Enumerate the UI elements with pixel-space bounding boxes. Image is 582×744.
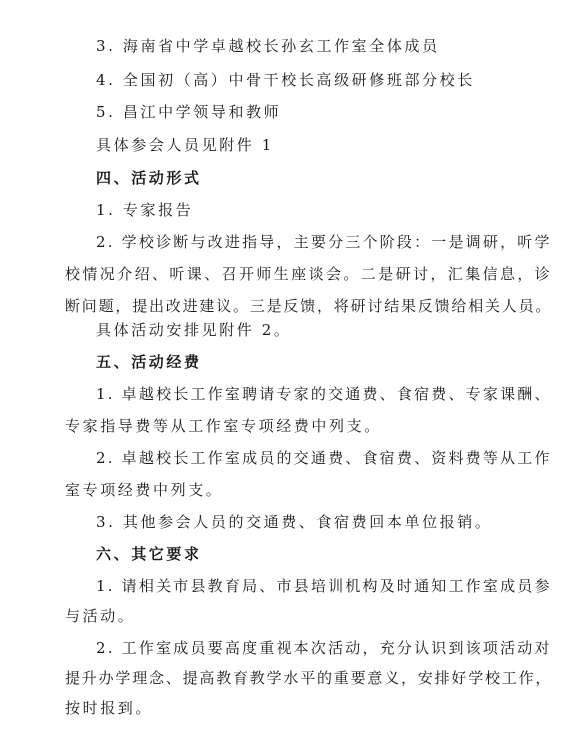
funding-item-2-line-2: 室专项经费中列支。 bbox=[65, 481, 224, 499]
format-item-2-line-2: 校情况介绍、听课、召开师生座谈会。二是研讨，汇集信息，诊 bbox=[65, 265, 553, 283]
section-heading-activity-format: 四、活动形式 bbox=[96, 169, 202, 187]
participant-item-5: 5. 昌江中学领导和教师 bbox=[96, 103, 282, 121]
participant-item-4: 4. 全国初（高）中骨干校长高级研修班部分校长 bbox=[96, 71, 475, 89]
funding-item-1-line-2: 专家指导费等从工作室专项经费中列支。 bbox=[65, 417, 382, 435]
requirement-item-1-line-2: 与活动。 bbox=[65, 607, 136, 625]
section-heading-other-requirements: 六、其它要求 bbox=[96, 545, 202, 563]
format-item-1: 1. 专家报告 bbox=[96, 201, 194, 219]
format-attachment-note: 具体活动安排见附件 2。 bbox=[96, 321, 292, 339]
funding-item-1-line-1: 1. 卓越校长工作室聘请专家的交通费、食宿费、专家课酬、 bbox=[96, 385, 552, 403]
funding-item-3: 3. 其他参会人员的交通费、食宿费回本单位报销。 bbox=[96, 513, 493, 531]
requirement-item-1-line-1: 1. 请相关市县教育局、市县培训机构及时通知工作室成员参 bbox=[96, 577, 552, 595]
funding-item-2-line-1: 2. 卓越校长工作室成员的交通费、食宿费、资料费等从工作 bbox=[96, 449, 552, 467]
requirement-item-2-line-2: 提升办学理念、提高教育教学水平的重要意义，安排好学校工作， bbox=[65, 669, 553, 687]
section-heading-activity-funding: 五、活动经费 bbox=[96, 353, 202, 371]
participant-attachment-note: 具体参会人员见附件 1 bbox=[96, 136, 274, 154]
format-item-2-line-1: 2. 学校诊断与改进指导，主要分三个阶段：一是调研，听学 bbox=[96, 233, 552, 251]
participant-item-3: 3. 海南省中学卓越校长孙玄工作室全体成员 bbox=[96, 37, 440, 55]
requirement-item-2-line-3: 按时报到。 bbox=[65, 699, 154, 717]
format-item-2-line-3: 断问题，提出改进建议。三是反馈，将研讨结果反馈给相关人员。 bbox=[65, 297, 553, 315]
requirement-item-2-line-1: 2. 工作室成员要高度重视本次活动，充分认识到该项活动对 bbox=[96, 639, 552, 657]
